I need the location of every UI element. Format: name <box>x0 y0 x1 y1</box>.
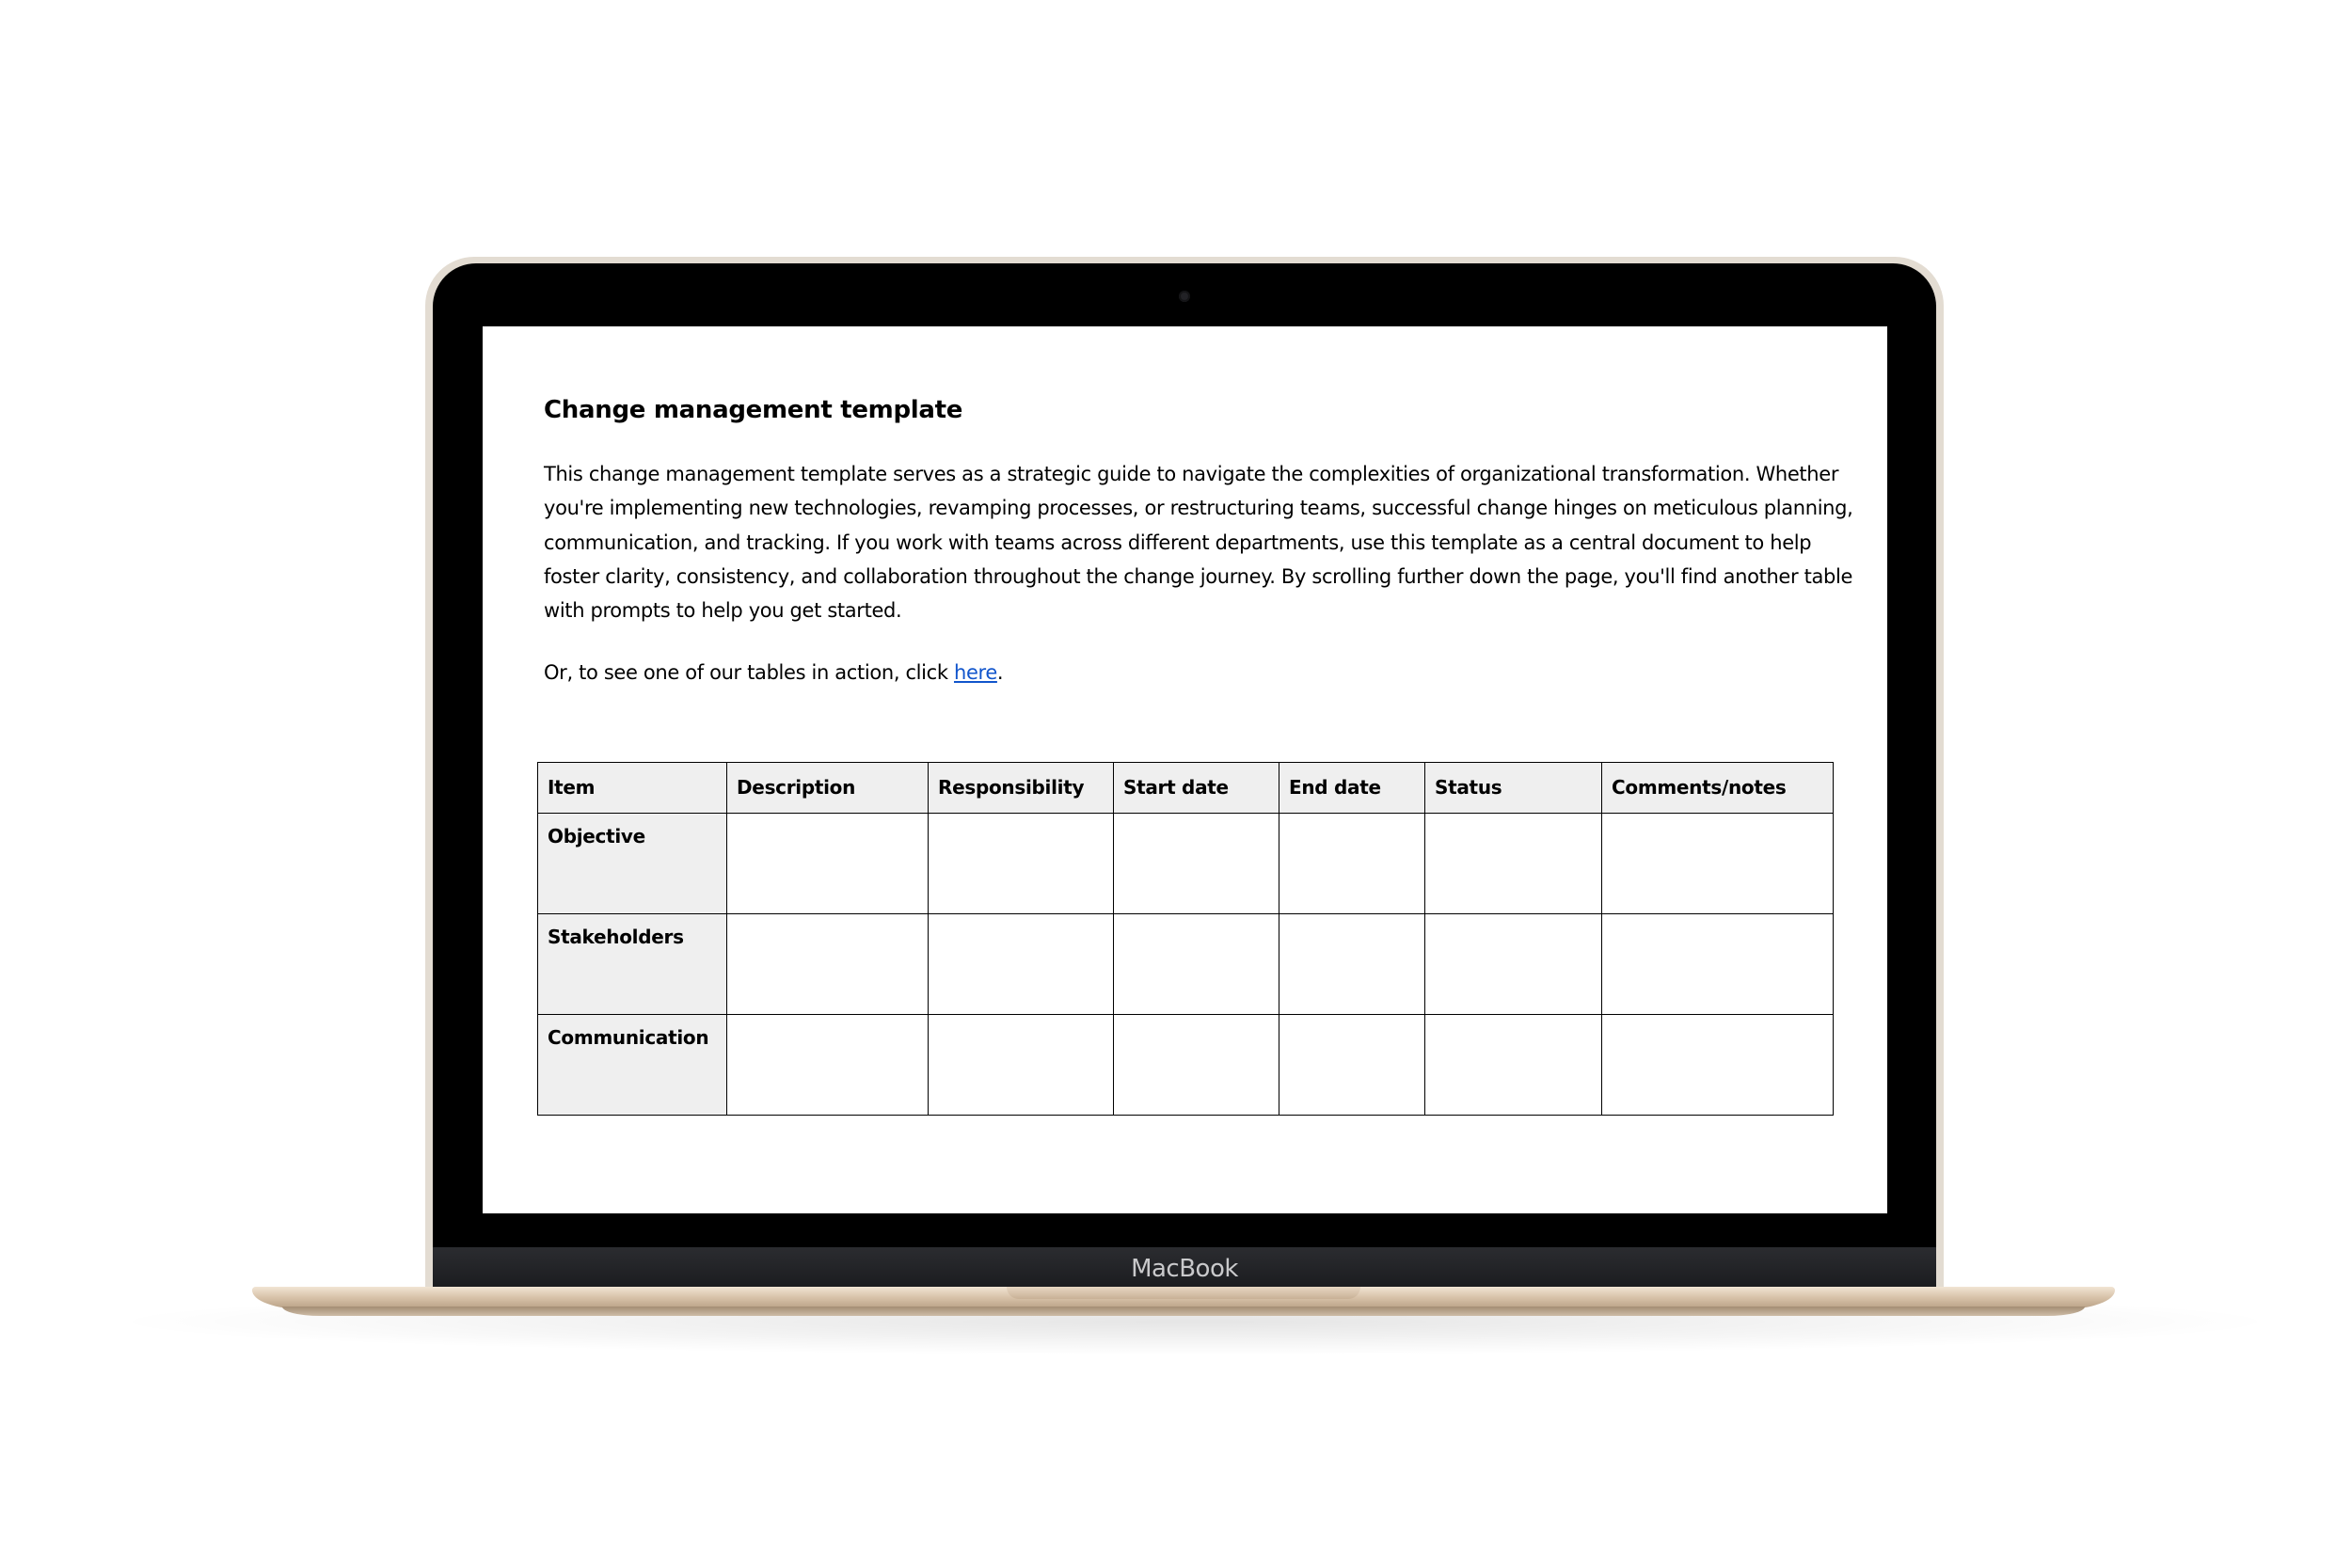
column-header-description: Description <box>727 763 929 814</box>
change-management-table <box>537 762 1834 1116</box>
webcam-icon <box>1179 291 1190 302</box>
lid-notch <box>1007 1287 1360 1299</box>
table-cell[interactable] <box>1279 1015 1425 1116</box>
table-cell[interactable] <box>727 914 929 1015</box>
column-header-end-date: End date <box>1279 763 1425 814</box>
table-cell[interactable] <box>1602 914 1834 1015</box>
laptop-chin <box>433 1247 1936 1291</box>
row-label-communication: Communication <box>538 1015 727 1116</box>
column-header-status: Status <box>1425 763 1602 814</box>
intro-paragraph: This change management template serves as a strategic guide to navigate the complexities of organizational transformation. Whether you're implementing new technologies, revamping processes, or restructuring teams, successful change hinges on meticulous planning, communication, and tracking. If you work with teams across different departments, use this template as a central document to help foster clarity, consistency, and collaboration throughout the change journey. By scrolling further down the page, you'll find another table with prompts to help you get started. <box>544 463 1853 623</box>
cta-prefix: Or, to see one of our tables in action, click <box>544 661 954 684</box>
table-row <box>538 814 1834 914</box>
table-row <box>538 914 1834 1015</box>
table-cell[interactable] <box>1602 814 1834 914</box>
table-cell[interactable] <box>1425 1015 1602 1116</box>
cta-line <box>544 661 1003 684</box>
table-cell[interactable] <box>1279 914 1425 1015</box>
row-label-objective: Objective <box>538 814 727 914</box>
table-header-row <box>538 763 1834 814</box>
table-cell[interactable] <box>929 1015 1114 1116</box>
table-cell[interactable] <box>727 1015 929 1116</box>
table-cell[interactable] <box>727 814 929 914</box>
table-cell[interactable] <box>1602 1015 1834 1116</box>
here-link[interactable]: here <box>953 661 997 684</box>
column-header-item: Item <box>538 763 727 814</box>
cta-suffix: . <box>996 661 1004 684</box>
table-row <box>538 1015 1834 1116</box>
table-cell[interactable] <box>1114 1015 1279 1116</box>
table-cell[interactable] <box>1279 814 1425 914</box>
column-header-responsibility: Responsibility <box>929 763 1114 814</box>
table-cell[interactable] <box>929 914 1114 1015</box>
table-cell[interactable] <box>1425 814 1602 914</box>
table-cell[interactable] <box>1114 814 1279 914</box>
brand-label: MacBook <box>1131 1255 1238 1283</box>
column-header-start-date: Start date <box>1114 763 1279 814</box>
page-title: Change management template <box>544 396 963 424</box>
laptop-base-edge <box>282 1307 2085 1316</box>
column-header-comments: Comments/notes <box>1602 763 1834 814</box>
table-cell[interactable] <box>929 814 1114 914</box>
table-cell[interactable] <box>1425 914 1602 1015</box>
table-cell[interactable] <box>1114 914 1279 1015</box>
row-label-stakeholders: Stakeholders <box>538 914 727 1015</box>
laptop-screen <box>483 326 1887 1213</box>
